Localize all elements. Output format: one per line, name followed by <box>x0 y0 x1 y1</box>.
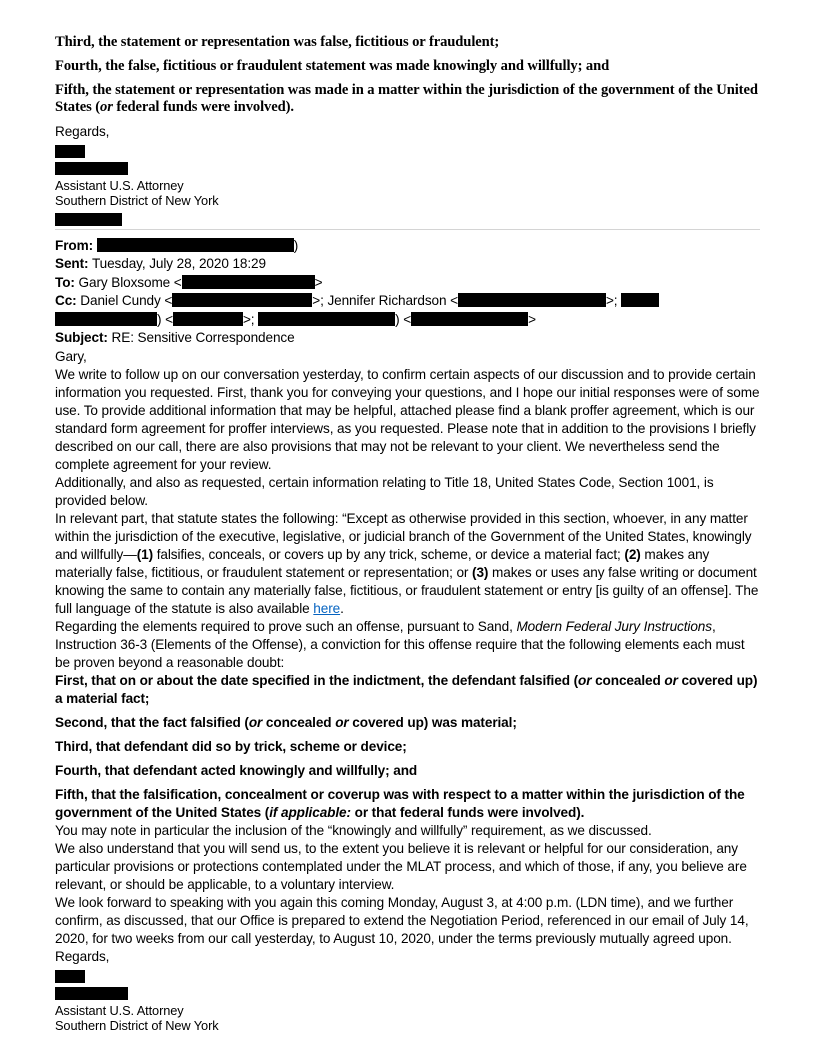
cc-line2-separator-1: ) < <box>157 311 173 327</box>
redaction-box-name-full <box>55 162 128 175</box>
header-sent-line <box>55 255 760 274</box>
element-first-end: covered up) a material fact; <box>55 672 758 706</box>
cc-recipient-2: Jennifer Richardson < <box>327 293 458 308</box>
jury-instructions-title: Modern Federal Jury Instructions <box>516 618 712 634</box>
subject-label: Subject: <box>55 330 108 345</box>
element-second-end: covered up) was material; <box>348 714 517 730</box>
redaction-box-cc-name-3a <box>621 293 659 307</box>
prior-closing-regards: Regards, <box>55 123 110 139</box>
redaction-box-name <box>55 145 85 158</box>
element-first-or-2: or <box>664 672 678 688</box>
paragraph-schedule: We look forward to speaking with you again this coming Monday, August 3, at 4:00 p.m. (LDN time), and we further confirm, as discussed, that our Office is prepared to extend the Negotiation Period, referenced in our email of July 14, 2020, for two weeks from our call yesterday, to August 10, 2020, under the terms previously mutually agreed upon. <box>55 894 749 946</box>
paragraph-followup: We write to follow up on our conversation yesterday, to confirm certain aspects of our discussion and to provide certain information you requested. First, thank you for conveying your questions, and I hope our initial responses were of some use. To provide additional information that may be helpful, attached please find a blank proffer agreement, which is our standard form agreement for proffer interviews, as you requested. Please note that in addition to the provisions I briefly described on our call, there are also provisions that may not be relevant to your client. We nevertheless send the complete agreement for your review. <box>55 366 760 472</box>
statute-clause-3-marker: (3) <box>472 564 489 580</box>
message-divider <box>55 229 760 230</box>
paragraph-statute <box>55 510 760 618</box>
redaction-box-name <box>55 970 85 983</box>
statute-text: In relevant part, that statute states the following: “Except as otherwise provided in this section, whoever, in any matter within the jurisdiction of the executive, legislative, or judicial branch of the Government of the United States, knowingly and willfully— <box>55 510 752 562</box>
cc-recipient-1: Daniel Cundy < <box>80 293 173 308</box>
element-fifth-text-end: federal funds were involved). <box>112 98 294 115</box>
cc-separator-1: >; <box>312 293 328 308</box>
email-body <box>55 348 760 966</box>
redaction-box-from <box>97 238 294 252</box>
email-header <box>55 237 760 348</box>
to-suffix: > <box>314 274 323 290</box>
redaction-box-name-full <box>55 987 128 1000</box>
redaction-box-cc-email-4 <box>411 312 528 326</box>
element-fifth <box>55 786 760 822</box>
from-suffix: ) <box>293 237 299 253</box>
cc-line2-separator-3: ) < <box>395 311 412 327</box>
element-second-mid: concealed <box>262 714 336 730</box>
element-fifth-paragraph <box>55 82 760 115</box>
header-from-line <box>55 237 760 256</box>
cc-line2-end: > <box>528 311 536 327</box>
redaction-box-phone <box>55 213 122 226</box>
sent-label: Sent: <box>55 256 89 271</box>
prior-signature-office: Southern District of New York <box>55 193 219 208</box>
statute-clause-3-text: makes or uses any false writing or document knowing the same to contain any materially false, fictitious, or fraudulent statement or entry [is guilty of an offense]. The full language of the statute is also available <box>55 564 759 616</box>
regarding-text-end: , Instruction 36-3 (Elements of the Offense), a conviction for this offense require that the following elements each must be proven beyond a reasonable doubt: <box>55 618 745 670</box>
regarding-text: Regarding the elements required to prove such an offense, pursuant to Sand, <box>55 618 517 634</box>
prior-signature-title: Assistant U.S. Attorney <box>55 177 184 193</box>
redaction-box-cc-email-1 <box>172 293 312 307</box>
element-second-or-2: or <box>335 714 349 730</box>
cc-separator-2: >; <box>605 293 622 308</box>
element-second-text: Second, that the fact falsified ( <box>55 714 249 730</box>
paragraph-mlat: We also understand that you will send us, to the extent you believe it is relevant or helpful for our consideration, any particular provisions or protections contemplated under the MLAT process, and which of those, if any, you believe are relevant, or should be applicable, to a voluntary interview. <box>55 840 747 892</box>
redaction-box-cc-name-4 <box>258 312 395 326</box>
sent-value: Tuesday, July 28, 2020 18:29 <box>91 256 266 271</box>
element-fifth-text: Fifth, the statement or representation was made in a matter within the jurisdiction of the government of the United States ( <box>55 82 758 115</box>
element-third: Third, that defendant did so by trick, scheme or device; <box>55 738 407 754</box>
signature-title: Assistant U.S. Attorney <box>55 1002 184 1018</box>
element-fifth-end: or that federal funds were involved). <box>350 804 585 820</box>
statute-after-link: . <box>340 600 344 616</box>
element-fifth-text: Fifth, that the falsification, concealment or coverup was with respect to a matter within the jurisdiction of the government of the United States ( <box>55 786 745 820</box>
element-first-text: First, that on or about the date specified in the indictment, the defendant falsified ( <box>55 672 579 688</box>
closing-regards: Regards, <box>55 948 110 964</box>
header-cc-line-2 <box>55 311 760 330</box>
redaction-box-cc-email-2 <box>458 293 606 307</box>
header-subject-line <box>55 329 760 348</box>
element-second-or-1: or <box>248 714 263 730</box>
paragraph-additionally: Additionally, and also as requested, certain information relating to Title 18, United States Code, Section 1001, is provided below. <box>55 474 714 508</box>
salutation: Gary, <box>55 348 87 364</box>
element-first <box>55 672 760 708</box>
element-second <box>55 714 760 732</box>
statute-clause-2-text: makes any materially false, fictitious, or fraudulent statement or representation; or <box>55 546 710 580</box>
cc-label: Cc: <box>55 293 77 308</box>
element-first-or-1: or <box>578 672 592 688</box>
redaction-box-cc-email-3 <box>173 312 243 326</box>
element-fifth-italic-or: or <box>100 98 113 115</box>
signature-office: Southern District of New York <box>55 1018 219 1033</box>
closing-signature <box>55 970 760 1034</box>
paragraph-note: You may note in particular the inclusion of the “knowingly and willfully” requirement, as we discussed. <box>55 822 652 838</box>
from-label: From: <box>55 237 94 253</box>
element-first-mid: concealed <box>591 672 665 688</box>
statute-clause-1-text: falsifies, conceals, or covers up by any trick, scheme, or device a material fact; <box>153 546 625 562</box>
redaction-box-to-email <box>182 275 315 289</box>
element-fourth: Fourth, that defendant acted knowingly and willfully; and <box>55 762 418 778</box>
statute-here-link[interactable]: here <box>313 600 341 616</box>
element-third-paragraph: Third, the statement or representation was false, fictitious or fraudulent; <box>55 34 500 50</box>
header-cc-line-1 <box>55 292 760 311</box>
subject-value: RE: Sensitive Correspondence <box>111 330 295 345</box>
to-label: To: <box>55 274 75 290</box>
paragraph-regarding <box>55 618 760 672</box>
to-recipient: Gary Bloxsome < <box>78 274 182 290</box>
cc-line2-separator-2: >; <box>242 311 259 327</box>
prior-email-tail <box>55 34 760 226</box>
element-fourth-paragraph: Fourth, the false, fictitious or fraudulent statement was made knowingly and willfully; and <box>55 58 610 74</box>
statute-clause-2-marker: (2) <box>624 546 641 562</box>
element-fifth-if-applicable: if applicable: <box>269 804 351 820</box>
redaction-box-cc-name-3b <box>55 312 157 326</box>
statute-clause-1-marker: (1) <box>136 546 154 562</box>
header-to-line <box>55 274 760 293</box>
